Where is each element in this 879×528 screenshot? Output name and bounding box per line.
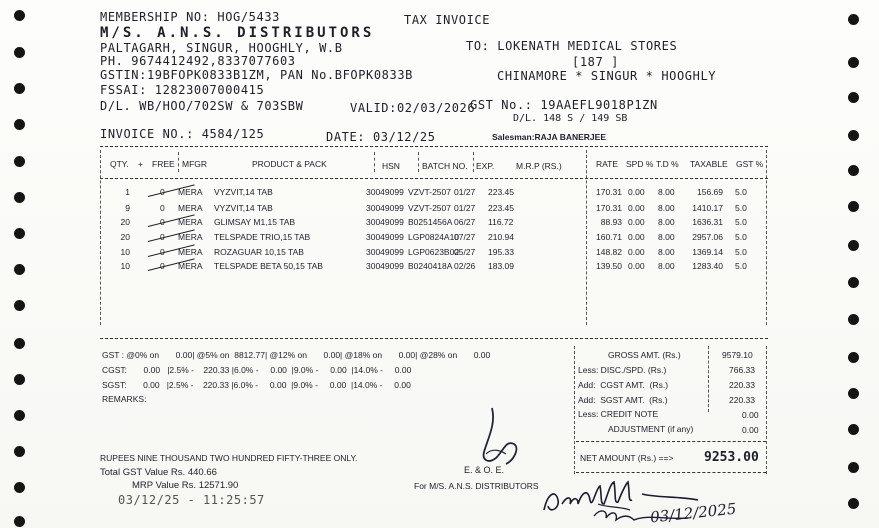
- disc-label: Less: DISC./SPD. (Rs.): [578, 365, 667, 375]
- eoe-note: E. & O. E.: [464, 465, 505, 475]
- signature-authorized: [470, 404, 530, 484]
- item-gst: 5.0: [735, 187, 747, 197]
- item-mfgr: MERA: [178, 203, 203, 213]
- mrp-value: MRP Value Rs. 12571.90: [132, 480, 239, 491]
- company-gstin: GSTIN:19BFOPK0833B1ZM, PAN No.BFOPK0833B: [100, 68, 413, 82]
- col-free: FREE: [152, 159, 175, 169]
- item-rate: 170.31: [596, 203, 622, 213]
- item-taxable: 1636.31: [692, 217, 723, 227]
- sgst-line: SGST: 0.00 |2.5% - 220.33 |6.0% - 0.00 |9.0% - 0.00 |14.0% - 0.00: [102, 380, 411, 390]
- gross-label: GROSS AMT. (Rs.): [608, 350, 681, 360]
- tractor-hole: [14, 10, 25, 21]
- item-gst: 5.0: [735, 217, 747, 227]
- right-tractor-holes: [848, 0, 872, 528]
- item-exp: 01/27: [454, 203, 476, 213]
- company-phone: PH. 9674412492,8337077603: [100, 54, 296, 68]
- item-batch: VZVT-2507: [408, 203, 451, 213]
- tractor-hole: [14, 446, 25, 457]
- item-mrp: 223.45: [488, 203, 514, 213]
- tractor-hole: [848, 352, 859, 363]
- item-exp: 02/26: [454, 261, 476, 271]
- item-exp: 07/27: [454, 232, 476, 242]
- tractor-hole: [848, 498, 859, 509]
- item-product: VYZVIT,14 TAB: [214, 187, 273, 197]
- item-td: 8.00: [658, 247, 675, 257]
- tractor-hole: [14, 47, 25, 58]
- item-gst: 5.0: [735, 247, 747, 257]
- item-gst: 5.0: [735, 261, 747, 271]
- item-mfgr: MERA: [178, 187, 203, 197]
- net-label: NET AMOUNT (Rs.) ==>: [580, 453, 674, 463]
- tractor-hole: [14, 228, 25, 239]
- item-product: VYZVIT,14 TAB: [214, 203, 273, 213]
- item-mfgr: MERA: [178, 261, 203, 271]
- item-batch: VZVT-2507: [408, 187, 451, 197]
- item-mfgr: MERA: [178, 232, 203, 242]
- item-qty: 20: [120, 217, 130, 227]
- item-hsn: 30049099: [366, 187, 404, 197]
- tractor-hole: [14, 516, 25, 527]
- col-product: PRODUCT & PACK: [252, 159, 327, 169]
- totals-left-border: [574, 346, 575, 474]
- company-dl: D/L. WB/HOO/702SW & 703SBW: [100, 99, 304, 113]
- customer-address: CHINAMORE * SINGUR * HOOGHLY: [497, 69, 717, 83]
- col-rate: RATE: [596, 159, 619, 169]
- tractor-hole: [848, 57, 859, 68]
- tractor-hole: [14, 374, 25, 385]
- item-product: TELSPADE TRIO,15 TAB: [214, 232, 311, 242]
- col-mrp: M.R.P (RS.): [516, 161, 562, 171]
- customer-code: [187 ]: [572, 55, 619, 69]
- tractor-hole: [14, 156, 25, 167]
- gross-value: 9579.10: [722, 350, 753, 360]
- item-qty: 20: [120, 232, 130, 242]
- item-taxable: 1410.17: [692, 203, 723, 213]
- item-product: TELSPADE BETA 50,15 TAB: [214, 261, 323, 271]
- item-free: 0: [160, 203, 165, 213]
- item-exp: 06/27: [454, 217, 476, 227]
- item-td: 8.00: [658, 203, 675, 213]
- item-product: GLIMSAY M1,15 TAB: [214, 217, 296, 227]
- item-batch: B0240418A: [408, 261, 453, 271]
- item-taxable: 2957.06: [692, 232, 723, 242]
- item-qty: 10: [120, 261, 130, 271]
- customer-dl: D/L. 148 S / 149 SB: [513, 113, 628, 124]
- item-hsn: 30049099: [366, 203, 404, 213]
- item-batch: LGP0623B02: [408, 247, 460, 257]
- item-free: 0: [160, 217, 165, 227]
- item-gst: 5.0: [735, 232, 747, 242]
- col-sep-exp: [473, 152, 474, 172]
- item-td: 8.00: [658, 217, 675, 227]
- item-gst: 5.0: [735, 203, 747, 213]
- item-spd: 0.00: [628, 232, 645, 242]
- item-mrp: 223.45: [488, 187, 514, 197]
- tractor-hole: [14, 83, 25, 94]
- salesman: Salesman:RAJA BANERJEE: [492, 132, 606, 142]
- item-qty: 10: [120, 247, 130, 257]
- item-free: 0: [160, 187, 165, 197]
- cgst-line: CGST: 0.00 |2.5% - 220.33 |6.0% - 0.00 |9.0% - 0.00 |14.0% - 0.00: [102, 365, 412, 375]
- col-batch: BATCH NO.: [422, 161, 468, 171]
- item-taxable: 1283.40: [692, 261, 723, 271]
- tractor-hole: [848, 201, 859, 212]
- print-timestamp: 03/12/25 - 11:25:57: [118, 493, 265, 507]
- item-hsn: 30049099: [366, 217, 404, 227]
- item-batch: B0251456A: [408, 217, 453, 227]
- credit-value: 0.00: [742, 410, 759, 420]
- item-qty: 1: [125, 187, 130, 197]
- tractor-hole: [14, 119, 25, 130]
- company-fssai: FSSAI: 12823007000415: [100, 83, 265, 97]
- tractor-hole: [848, 240, 859, 251]
- col-taxable: TAXABLE: [690, 159, 728, 169]
- tractor-hole: [14, 482, 25, 493]
- item-free: 0: [160, 247, 165, 257]
- item-product: ROZAGUAR 10,15 TAB: [214, 247, 304, 257]
- membership-number: MEMBERSHIP NO: HOG/5433: [100, 10, 280, 24]
- item-mrp: 210.94: [488, 232, 514, 242]
- item-mrp: 195.33: [488, 247, 514, 257]
- item-rate: 170.31: [596, 187, 622, 197]
- adj-label: ADJUSTMENT (if any): [608, 424, 694, 434]
- table-right-border: [766, 150, 767, 325]
- cgst-value: 220.33: [729, 380, 755, 390]
- sgst-value: 220.33: [729, 395, 755, 405]
- tractor-hole: [14, 264, 25, 275]
- item-mrp: 116.72: [488, 217, 514, 227]
- col-td: T.D %: [656, 159, 679, 169]
- gst-line: GST : @0% on 0.00| @5% on 8812.77| @12% on 0.00| @18% on 0.00| @28% on 0.00: [102, 350, 491, 360]
- tractor-hole: [14, 410, 25, 421]
- item-hsn: 30049099: [366, 261, 404, 271]
- tractor-hole: [848, 165, 859, 176]
- net-value: 9253.00: [704, 450, 759, 465]
- tractor-hole: [14, 300, 25, 311]
- col-sep-batch: [418, 152, 419, 172]
- totals-right-border: [766, 346, 767, 474]
- total-gst-value: Total GST Value Rs. 440.66: [100, 467, 217, 478]
- tractor-hole: [848, 92, 859, 103]
- item-td: 8.00: [658, 187, 675, 197]
- item-taxable: 1369.14: [692, 247, 723, 257]
- col-spd: SPD %: [626, 159, 654, 169]
- sgst-label: Add: SGST AMT. (Rs.): [578, 395, 668, 405]
- invoice-date: DATE: 03/12/25: [326, 130, 436, 144]
- item-spd: 0.00: [628, 217, 645, 227]
- net-rule-top: [576, 441, 766, 442]
- col-gst: GST %: [736, 159, 764, 169]
- item-free: 0: [160, 261, 165, 271]
- remarks: REMARKS:: [102, 394, 147, 404]
- col-sep-hsn: [374, 152, 375, 172]
- col-qty: QTY.: [110, 159, 129, 169]
- totals-value-sep: [708, 346, 709, 412]
- left-tractor-holes: [14, 0, 38, 528]
- credit-label: Less: CREDIT NOTE: [578, 409, 659, 419]
- item-spd: 0.00: [628, 247, 645, 257]
- item-td: 8.00: [658, 261, 675, 271]
- tractor-hole: [848, 14, 859, 25]
- item-hsn: 30049099: [366, 232, 404, 242]
- customer-gst: GST No.: 19AAEFL9018P1ZN: [470, 98, 658, 112]
- for-company: For M/S. A.N.S. DISTRIBUTORS: [414, 481, 539, 491]
- item-spd: 0.00: [628, 261, 645, 271]
- company-name: M/S. A.N.S. DISTRIBUTORS: [100, 25, 375, 41]
- company-address: PALTAGARH, SINGUR, HOOGHLY, W.B: [100, 41, 343, 55]
- table-left-border: [100, 150, 101, 325]
- item-mfgr: MERA: [178, 217, 203, 227]
- amount-in-words: RUPEES NINE THOUSAND TWO HUNDRED FIFTY-THREE ONLY.: [100, 453, 358, 463]
- item-mrp: 183.09: [488, 261, 514, 271]
- invoice-number: INVOICE NO.: 4584/125: [100, 127, 265, 141]
- item-taxable: 156.69: [697, 187, 723, 197]
- item-exp: 01/27: [454, 187, 476, 197]
- item-hsn: 30049099: [366, 247, 404, 257]
- item-batch: LGP0824A10: [408, 232, 460, 242]
- tractor-hole: [848, 314, 859, 325]
- tractor-hole: [14, 192, 25, 203]
- tractor-hole: [848, 424, 859, 435]
- summary-rule: [100, 338, 768, 339]
- item-rate: 160.71: [596, 232, 622, 242]
- item-exp: 05/27: [454, 247, 476, 257]
- cgst-label: Add: CGST AMT. (Rs.): [578, 380, 669, 390]
- tractor-hole: [848, 462, 859, 473]
- header-rule-top: [100, 146, 768, 147]
- item-mfgr: MERA: [178, 247, 203, 257]
- col-mfgr: MFGR: [182, 159, 208, 169]
- col-sep-rate: [586, 150, 587, 325]
- item-rate: 139.50: [596, 261, 622, 271]
- item-qty: 9: [125, 203, 130, 213]
- receiver-date: 03/12/2025: [649, 499, 738, 527]
- tractor-hole: [14, 338, 25, 349]
- header-rule-bottom: [100, 178, 768, 179]
- col-hsn: HSN: [382, 161, 400, 171]
- customer-name: TO: LOKENATH MEDICAL STORES: [466, 39, 678, 53]
- item-rate: 148.82: [596, 247, 622, 257]
- item-spd: 0.00: [628, 203, 645, 213]
- tax-invoice-title: TAX INVOICE: [404, 13, 491, 27]
- valid-date: VALID:02/03/2026: [350, 101, 476, 115]
- tractor-hole: [848, 130, 859, 141]
- item-td: 8.00: [658, 232, 675, 242]
- item-spd: 0.00: [628, 187, 645, 197]
- net-rule-bottom: [576, 472, 766, 473]
- col-sep-mfgr: [178, 152, 179, 172]
- tractor-hole: [848, 388, 859, 399]
- item-rate: 88.93: [600, 217, 622, 227]
- disc-value: 766.33: [729, 365, 755, 375]
- item-free: 0: [160, 232, 165, 242]
- col-plus: +: [138, 159, 143, 169]
- adj-value: 0.00: [742, 425, 759, 435]
- tractor-hole: [848, 277, 859, 288]
- col-exp: EXP.: [476, 161, 495, 171]
